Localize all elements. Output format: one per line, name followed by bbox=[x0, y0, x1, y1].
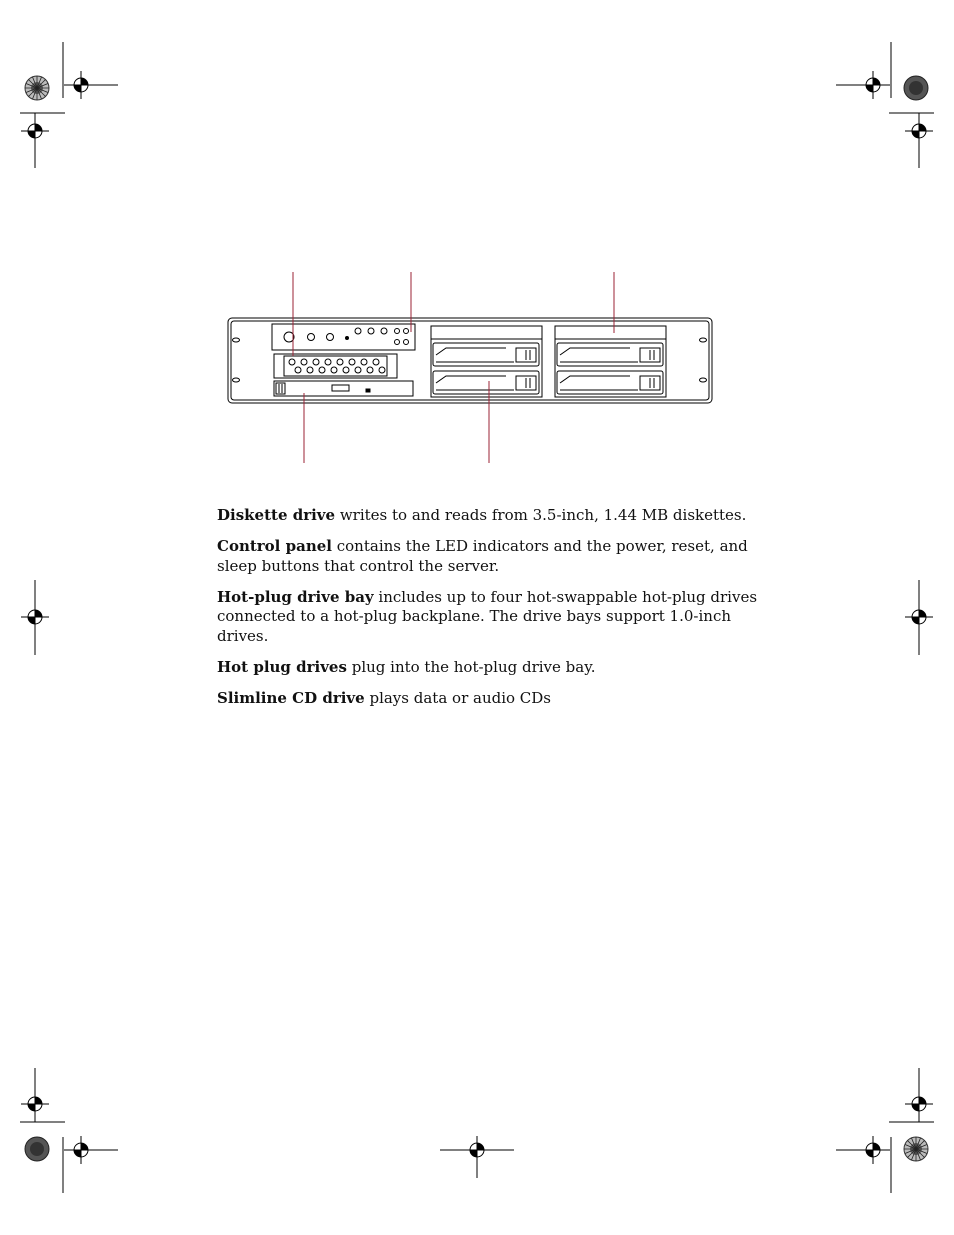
description-text: writes to and reads from 3.5-inch, 1.44 MB diskettes. bbox=[339, 506, 747, 524]
server-front-panel-diagram bbox=[0, 0, 954, 480]
description-text: plays data or audio CDs bbox=[369, 688, 552, 707]
rack-ear-hole bbox=[700, 338, 707, 342]
component-descriptions bbox=[217, 506, 777, 720]
hot-plug-drive bbox=[557, 371, 663, 394]
hot-plug-drive-bay bbox=[431, 326, 666, 397]
led-indicator-icon bbox=[355, 328, 361, 334]
description-control-panel bbox=[217, 537, 777, 576]
cd-eject-button-icon bbox=[332, 385, 349, 391]
description-term: Slimline CD drive bbox=[217, 688, 365, 707]
description-hot-plug-drive-bay bbox=[217, 588, 777, 647]
description-term: Hot plug drives bbox=[217, 657, 347, 676]
hot-plug-drive bbox=[433, 371, 539, 394]
slimline-cd-drive bbox=[274, 381, 413, 396]
description-text: contains the LED indicators and the power, reset, and sleep buttons that control the server. bbox=[217, 537, 748, 575]
description-term: Hot-plug drive bay bbox=[217, 587, 374, 606]
description-hot-plug-drives bbox=[217, 658, 777, 678]
sleep-button-icon bbox=[327, 334, 334, 341]
hot-plug-drive bbox=[433, 343, 539, 366]
description-diskette-drive bbox=[217, 506, 777, 526]
rack-ear-hole bbox=[233, 338, 240, 342]
reset-button-icon bbox=[308, 334, 315, 341]
color-bar-icon bbox=[904, 1137, 928, 1161]
led-indicator-icon bbox=[381, 328, 387, 334]
description-text: includes up to four hot-swappable hot-plug drives connected to a hot-plug backplane. The drive bays support 1.0-inch drives. bbox=[217, 587, 758, 645]
diskette-drive bbox=[274, 354, 397, 378]
description-slimline-cd-drive bbox=[217, 689, 777, 709]
hot-plug-drive bbox=[557, 343, 663, 366]
rack-ear-hole bbox=[700, 378, 707, 382]
description-term: Control panel bbox=[217, 537, 332, 555]
led-indicator-icon bbox=[368, 328, 374, 334]
description-text: plug into the hot-plug drive bay. bbox=[351, 657, 596, 676]
color-bar-icon bbox=[25, 1137, 49, 1161]
description-term: Diskette drive bbox=[217, 506, 336, 524]
rack-ear-hole bbox=[233, 378, 240, 382]
